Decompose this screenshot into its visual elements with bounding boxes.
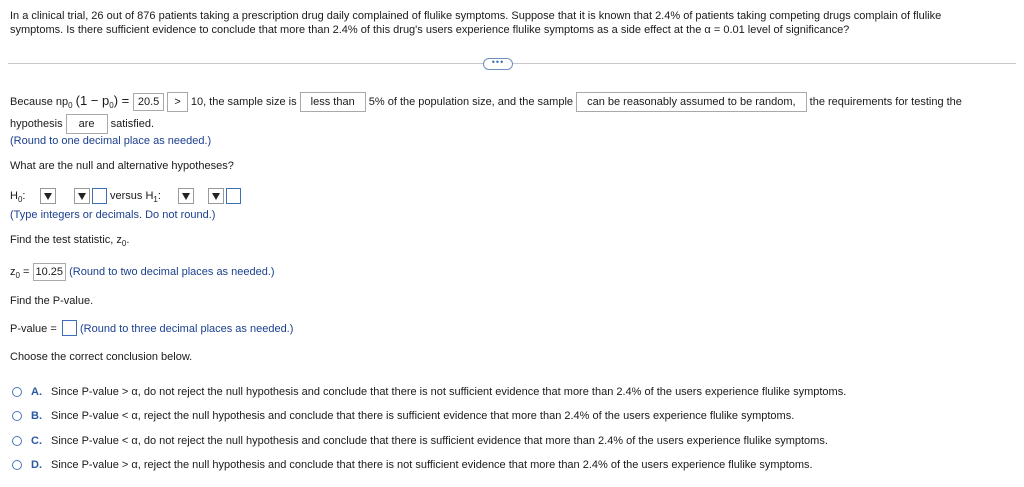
radio-icon[interactable]	[12, 411, 22, 421]
hypotheses-hint: (Type integers or decimals. Do not round.)	[10, 209, 216, 221]
pvalue-label: P-value =	[10, 323, 57, 335]
req-mid2: ) =	[113, 93, 133, 108]
h0-parameter-dropdown[interactable]	[40, 188, 56, 204]
requirement-sentence	[10, 92, 962, 115]
h1-parameter-dropdown[interactable]	[178, 188, 194, 204]
h0-operator-dropdown[interactable]	[74, 188, 90, 204]
option-c[interactable]: C. Since P-value < α, do not reject the null hypothesis and conclude that there is sufficient evidence that more than 2.4% of the users experience flulike symptoms.	[12, 433, 828, 449]
option-a-text: Since P-value > α, do not reject the null hypothesis and conclude that there is not sufficient evidence that more than 2.4% of the users experience flulike symptoms.	[51, 386, 847, 398]
chevron-down-icon	[78, 193, 86, 200]
h0-value-input[interactable]	[92, 188, 107, 204]
pvalue-hint: (Round to three decimal places as needed.)	[80, 323, 294, 335]
test-statistic-question: Find the test statistic, $z_0$.	[10, 234, 130, 248]
test-statistic-row: $z_0 = 10.25$ (Round to two decimal places as needed.)	[10, 263, 275, 285]
h1-label: versus $H_1$:	[110, 190, 161, 204]
requirement-hint: (Round to one decimal place as needed.)	[10, 135, 212, 147]
problem-line-2: symptoms. Is there sufficient evidence to conclude that more than 2.4% of this drug's users experience flulike symptoms as a side effect at the α = 0.01 level of significance?	[10, 24, 850, 36]
test-statistic-hint: (Round to two decimal places as needed.)	[69, 266, 275, 278]
h1-operator-dropdown[interactable]	[208, 188, 224, 204]
chevron-down-icon	[212, 193, 220, 200]
req-text4: hypothesis	[10, 117, 63, 130]
option-b[interactable]: B. Since P-value < α, reject the null hypothesis and conclude that there is sufficient evidence that more than 2.4% of the users experience flulike symptoms.	[12, 408, 794, 424]
option-d-text: Since P-value > α, reject the null hypothesis and conclude that there is not sufficient evidence that more than 2.4% of the users experience flulike symptoms.	[51, 459, 813, 471]
test-statistic-input[interactable]: 10.25	[33, 263, 67, 281]
comparison-dropdown[interactable]: >	[167, 92, 187, 112]
requirement-sentence-2	[10, 114, 154, 134]
req-text5: satisfied.	[110, 117, 155, 130]
hypotheses-question: What are the null and alternative hypotheses?	[10, 160, 234, 172]
pvalue-input[interactable]	[62, 320, 77, 336]
h1-value-input[interactable]	[226, 188, 241, 204]
pvalue-question: Find the P-value.	[10, 295, 94, 307]
radio-icon[interactable]	[12, 460, 22, 470]
req-text2: 5% of the population size, and the sample	[368, 96, 574, 108]
ellipsis-icon: •••	[491, 57, 505, 67]
option-b-text: Since P-value < α, reject the null hypothesis and conclude that there is sufficient evidence that more than 2.4% of the users experience flulike symptoms.	[51, 410, 795, 422]
req-text1: 10, the sample size is	[190, 96, 297, 108]
req-text3: the requirements for testing the	[809, 96, 962, 108]
option-d[interactable]: D. Since P-value > α, reject the null hypothesis and conclude that there is not sufficient evidence that more than 2.4% of the users experience flulike symptoms.	[12, 457, 813, 473]
req-sub0: 0	[68, 101, 73, 110]
h0-label: $H_0$:	[10, 190, 26, 204]
random-dropdown[interactable]: can be reasonably assumed to be random,	[576, 92, 807, 112]
chevron-down-icon	[182, 193, 190, 200]
conclusion-question: Choose the correct conclusion below.	[10, 351, 193, 363]
option-c-text: Since P-value < α, do not reject the null hypothesis and conclude that there is sufficient evidence that more than 2.4% of the users experience flulike symptoms.	[51, 435, 828, 447]
req-prefix: Because np	[10, 96, 69, 108]
z0-label: z	[10, 266, 16, 278]
radio-icon[interactable]	[12, 436, 22, 446]
sample-size-dropdown[interactable]: less than	[300, 92, 366, 112]
problem-statement	[10, 9, 1010, 37]
problem-line-1: In a clinical trial, 26 out of 876 patients taking a prescription drug daily complained of flulike symptoms. Suppose that it is known that 2.4% of patients taking competing drugs complain of flulike	[10, 10, 942, 22]
option-a[interactable]: A. Since P-value > α, do not reject the null hypothesis and conclude that there is not sufficient evidence that more than 2.4% of the users experience flulike symptoms.	[12, 384, 846, 400]
expand-more-button[interactable]	[483, 58, 513, 70]
req-mid1: (1 − p	[75, 93, 110, 108]
radio-icon[interactable]	[12, 387, 22, 397]
chevron-down-icon	[44, 193, 52, 200]
req-sub1: 0	[109, 101, 114, 110]
np-value-input[interactable]: 20.5	[133, 93, 164, 111]
satisfied-dropdown[interactable]: are	[66, 114, 108, 134]
